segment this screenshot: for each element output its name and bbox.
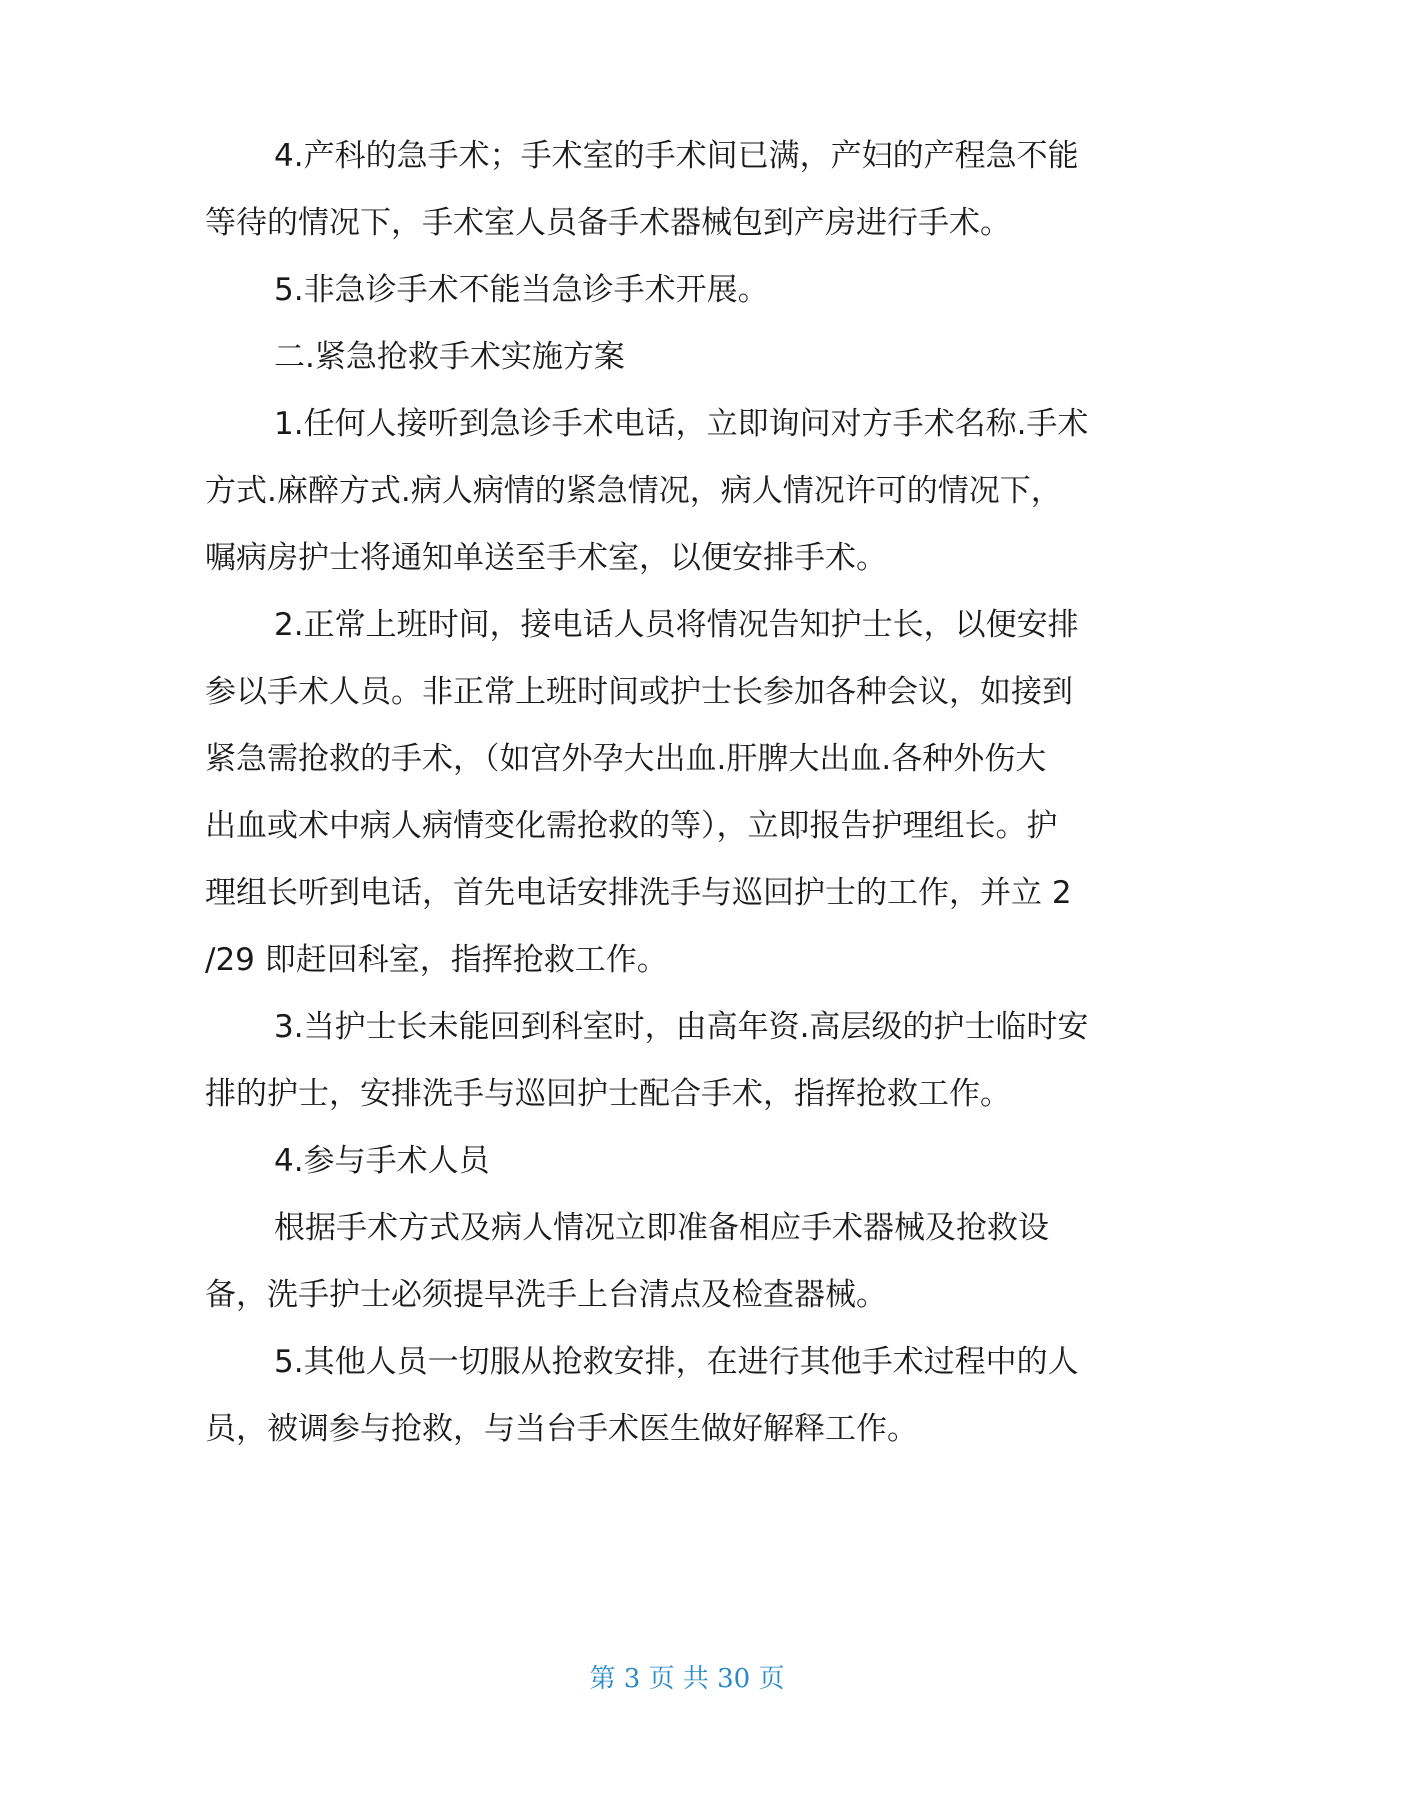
paragraph-line: 1.任何人接听到急诊手术电话，立即询问对方手术名称.手术 (274, 406, 1089, 442)
paragraph-line: 4.产科的急手术；手术室的手术间已满，产妇的产程急不能 (274, 138, 1079, 174)
paragraph-line: 根据手术方式及病人情况立即准备相应手术器械及抢救设 (274, 1210, 1049, 1246)
paragraph-line: /29 即赶回科室，指挥抢救工作。 (205, 942, 668, 978)
paragraph-line: 等待的情况下，手术室人员备手术器械包到产房进行手术。 (205, 205, 1011, 241)
paragraph-line: 2.正常上班时间，接电话人员将情况告知护士长，以便安排 (274, 607, 1079, 643)
paragraph-line: 5.其他人员一切服从抢救安排，在进行其他手术过程中的人 (274, 1344, 1079, 1380)
section-heading: 二.紧急抢救手术实施方案 (274, 339, 625, 375)
paragraph-line: 方式.麻醉方式.病人病情的紧急情况，病人情况许可的情况下， (205, 473, 1062, 509)
paragraph-line: 理组长听到电话，首先电话安排洗手与巡回护士的工作，并立 2 (205, 875, 1072, 911)
page-number-footer: 第 3 页 共 30 页 (589, 1664, 785, 1694)
paragraph-line: 参以手术人员。非正常上班时间或护士长参加各种会议，如接到 (205, 674, 1073, 710)
paragraph-line: 3.当护士长未能回到科室时，由高年资.高层级的护士临时安 (274, 1009, 1089, 1045)
paragraph-line: 出血或术中病人病情变化需抢救的等），立即报告护理组长。护 (205, 808, 1058, 844)
paragraph-line: 排的护士，安排洗手与巡回护士配合手术，指挥抢救工作。 (205, 1076, 1011, 1112)
paragraph-line: 员，被调参与抢救，与当台手术医生做好解释工作。 (205, 1411, 918, 1447)
paragraph-line: 5.非急诊手术不能当急诊手术开展。 (274, 272, 769, 308)
paragraph-line: 紧急需抢救的手术，（如宫外孕大出血.肝脾大出血.各种外伤大 (205, 741, 1047, 777)
paragraph-line: 备，洗手护士必须提早洗手上台清点及检查器械。 (205, 1277, 887, 1313)
paragraph-line: 嘱病房护士将通知单送至手术室，以便安排手术。 (205, 540, 887, 576)
paragraph-line: 4.参与手术人员 (274, 1143, 490, 1179)
